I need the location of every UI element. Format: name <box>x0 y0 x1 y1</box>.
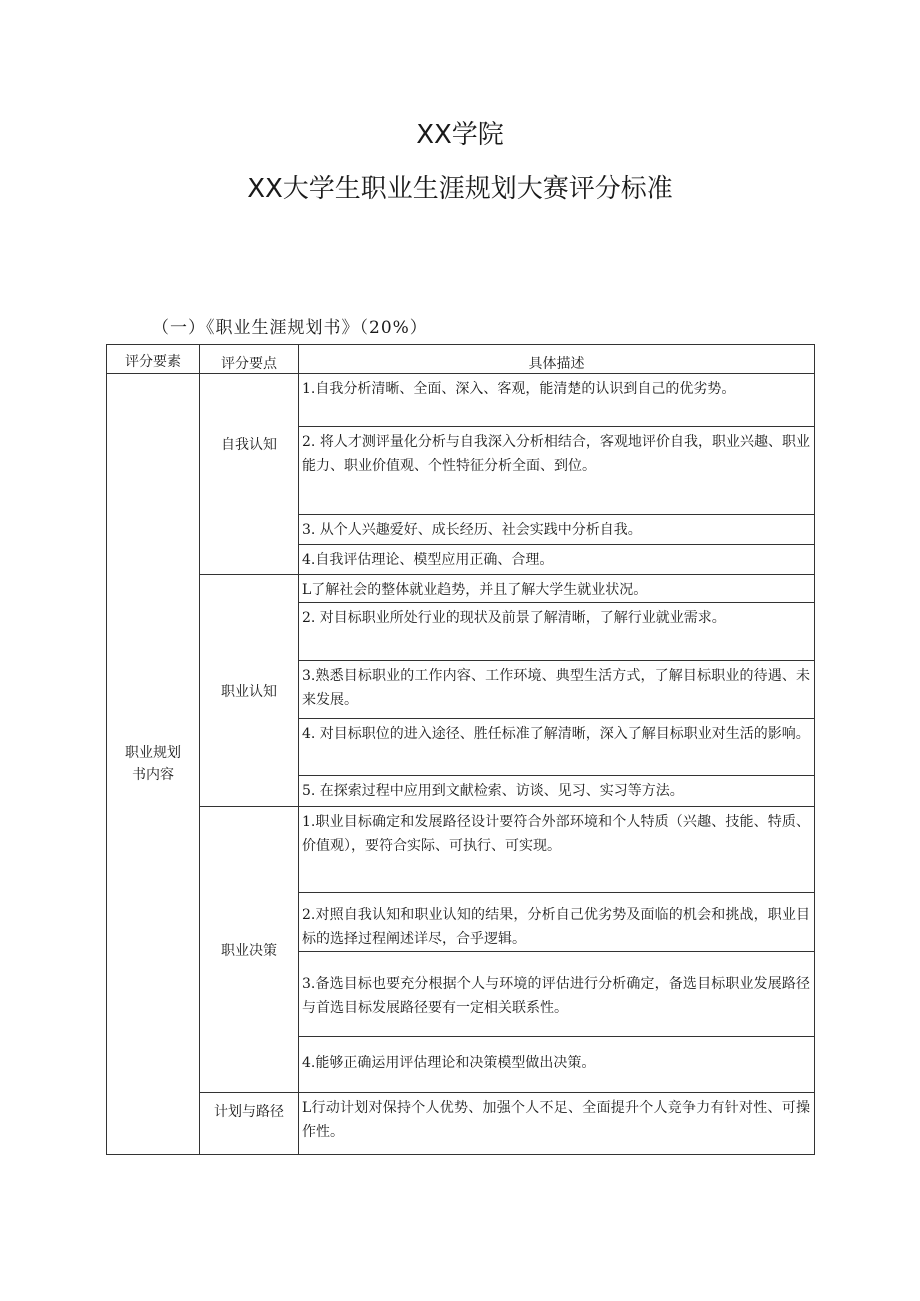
description-cell: L了解社会的整体就业趋势，并且了解大学生就业状况。 <box>299 575 815 603</box>
description-cell: 2.对照自我认知和职业认知的结果，分析自己优劣势及面临的机会和挑战，职业目标的选择过程阐述详尽，合乎逻辑。 <box>299 893 815 952</box>
column-header-element: 评分要素 <box>107 345 200 374</box>
description-cell: 2. 将人才测评量化分析与自我深入分析相结合，客观地评价自我，职业兴趣、职业能力、职业价值观、个性特征分析全面、到位。 <box>299 427 815 515</box>
college-title: XX学院 <box>416 120 504 150</box>
scoring-element-cell: 职业规划书内容 <box>107 374 200 1155</box>
table-row <box>107 807 815 893</box>
description-cell: 4.能够正确运用评估理论和决策模型做出决策。 <box>299 1037 815 1093</box>
column-header-description: 具体描述 <box>299 345 815 374</box>
scoring-table <box>106 344 815 1155</box>
table-row <box>107 374 815 427</box>
description-cell: 4.自我评估理论、模型应用正确、合理。 <box>299 545 815 575</box>
description-cell: 3. 从个人兴趣爱好、成长经历、社会实践中分析自我。 <box>299 515 815 545</box>
scoring-point-plan-and-path: 计划与路径 <box>200 1093 299 1155</box>
table-row <box>107 575 815 603</box>
description-cell: 4. 对目标职位的进入途径、胜任标准了解清晰，深入了解目标职业对生活的影响。 <box>299 719 815 776</box>
scoring-point-career-decision: 职业决策 <box>200 807 299 1093</box>
description-cell: 3.熟悉目标职业的工作内容、工作环境、典型生活方式，了解目标职业的待遇、未来发展。 <box>299 661 815 719</box>
scoring-point-career-awareness: 职业认知 <box>200 575 299 807</box>
description-cell: 5. 在探索过程中应用到文献检索、访谈、见习、实习等方法。 <box>299 776 815 807</box>
table-header-row <box>107 345 815 374</box>
scoring-point-self-awareness: 自我认知 <box>200 374 299 575</box>
description-cell: 1.自我分析清晰、全面、深入、客观，能清楚的认识到自己的优劣势。 <box>299 374 815 427</box>
description-cell: 2. 对目标职业所处行业的现状及前景了解清晰，了解行业就业需求。 <box>299 603 815 661</box>
document-title: XX大学生职业生涯规划大赛评分标准 <box>247 174 673 204</box>
column-header-point: 评分要点 <box>200 345 299 374</box>
table-row <box>107 1093 815 1155</box>
section-heading: （一）《职业生涯规划书》（20%） <box>152 318 428 338</box>
description-cell: 1.职业目标确定和发展路径设计要符合外部环境和个人特质（兴趣、技能、特质、价值观），要符合实际、可执行、可实现。 <box>299 807 815 893</box>
description-cell: 3.备选目标也要充分根据个人与环境的评估进行分析确定，备选目标职业发展路径与首选目标发展路径要有一定相关联系性。 <box>299 952 815 1037</box>
description-cell: L行动计划对保持个人优势、加强个人不足、全面提升个人竞争力有针对性、可操作性。 <box>299 1093 815 1155</box>
